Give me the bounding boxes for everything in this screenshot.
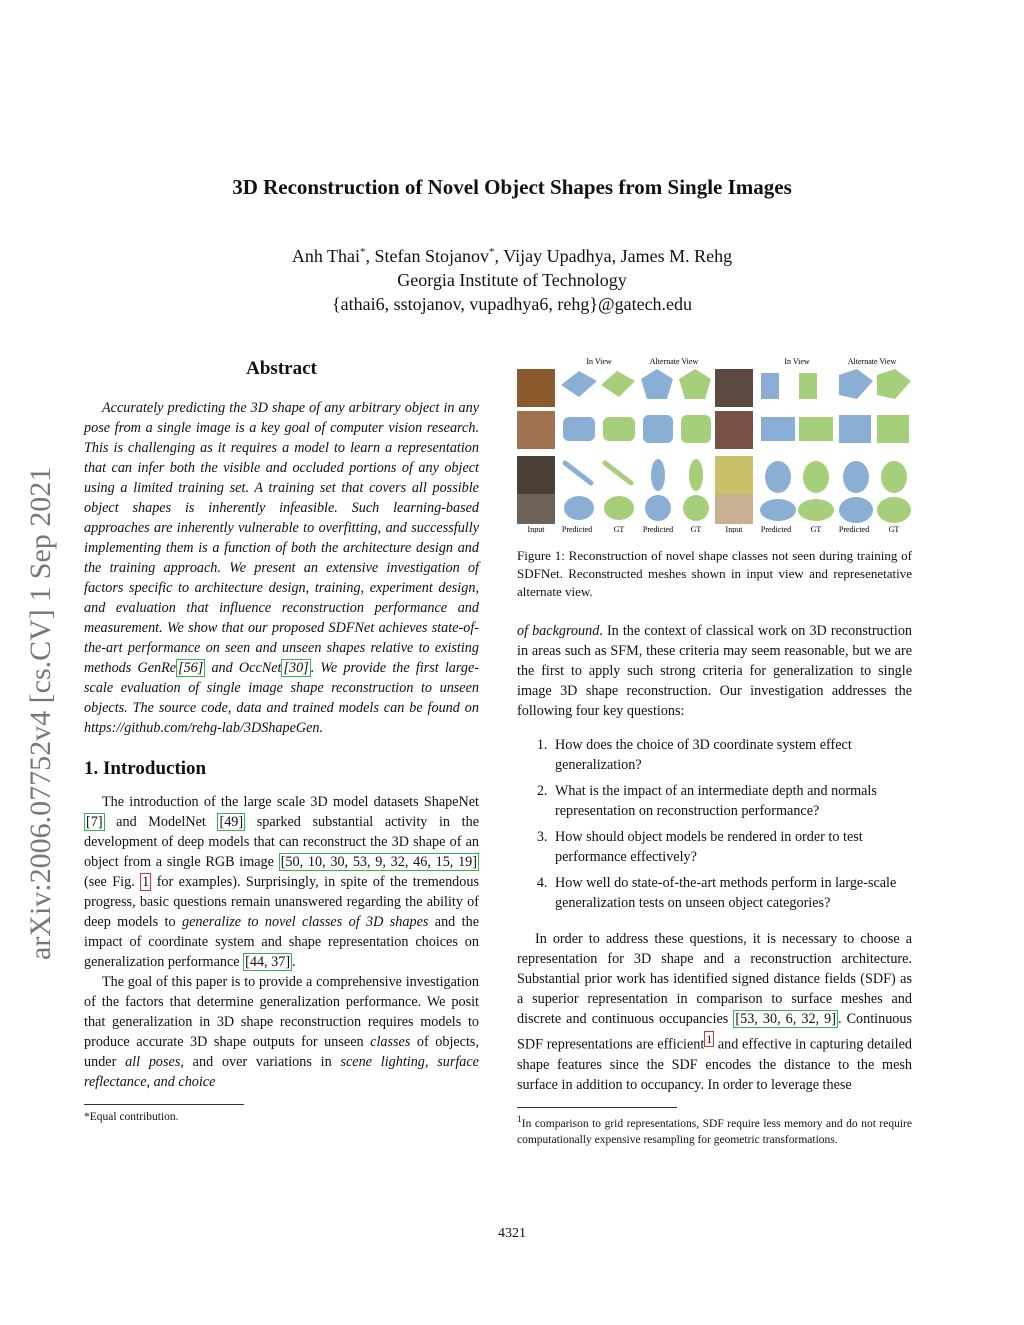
equal-mark-1: * [360, 246, 366, 258]
label-input-left: Input [527, 525, 545, 533]
citation-56[interactable]: [56] [178, 660, 204, 676]
mesh-chair-gt [799, 373, 817, 399]
input-photo-bench [715, 411, 753, 449]
mesh-birdhouse-gt [601, 371, 635, 397]
label-in-view-right: In View [784, 357, 810, 366]
right-body-2 [517, 929, 912, 1095]
figure-ref-1[interactable]: 1 [142, 874, 150, 890]
mesh-bench-pred-alt [839, 415, 871, 443]
mesh-chair-pred [761, 373, 779, 399]
mesh-bench-gt-alt [877, 415, 909, 443]
input-photo-birdhouse [517, 369, 555, 407]
label-predicted-right-1: Predicted [760, 525, 792, 533]
right-paragraph-1: In order to address these questions, it is necessary to choose a representation for 3D shape and a reconstruction architecture. Substantial prior work has identified signed distance fields (SDF) as a superior representation in comparison to surface meshes and discrete and continuous occupancies [53, 30, 6, 32, 9] . Continuous SDF representations are efficient $^1$ and effective in capturing detailed shape features since the SDF encodes the distance to the mesh surface in addition to occupancy. In order to leverage these [517, 931, 913, 1093]
footnote-1: $^1$In comparison to grid representations, SDF require less memory and do not require computationally expensive resampling for geometric transformations. [517, 1113, 912, 1146]
mesh-bathtub-pred-alt [643, 415, 673, 443]
figure-1-graphic [517, 355, 912, 533]
label-gt-left-2: GT [690, 525, 702, 533]
label-alt-view-right: Alternate View [847, 357, 897, 366]
label-in-view-left: In View [586, 357, 612, 366]
abstract-heading: Abstract [246, 358, 317, 379]
author-2: Stefan Stojanov [374, 246, 490, 266]
mesh-spoon-gt [605, 463, 631, 483]
mesh-bowl-pred [760, 499, 796, 521]
label-alt-view-left: Alternate View [649, 357, 699, 366]
mesh-spoon-gt-alt [689, 459, 703, 491]
citation-30[interactable]: [30] [283, 660, 309, 676]
arxiv-stamp-text: arXiv:2006.07752v4 [cs.CV] 1 Sep 2021 [24, 466, 57, 960]
footnote-equal: *Equal contribution. [84, 1111, 179, 1123]
mesh-birdhouse-gt-alt [679, 369, 711, 399]
input-photo-bathtub [517, 411, 555, 449]
mesh-bowl-pred-alt [839, 497, 873, 523]
mesh-vase-pred [765, 461, 791, 493]
mesh-bowl-gt-alt [877, 497, 911, 523]
input-photo-mug [517, 494, 555, 524]
mesh-birdhouse-pred-alt [641, 369, 673, 399]
mesh-bowl-gt [798, 499, 834, 521]
citation-7[interactable]: [7] [86, 814, 103, 830]
arxiv-stamp [22, 360, 58, 960]
intro-heading: 1. Introduction [84, 758, 207, 779]
mesh-birdhouse-pred [561, 371, 597, 397]
author-emails: {athai6, sstojanov, vupadhya6, rehg}@gatech.edu [331, 294, 693, 314]
mesh-mug-gt [604, 496, 634, 520]
mesh-mug-pred-alt [645, 495, 671, 521]
mesh-vase-gt [803, 461, 829, 493]
input-photo-vase [715, 456, 753, 494]
author-names: Anh Thai*, Stefan Stojanov*, Vijay Upadhya, James M. Rehg [291, 246, 733, 266]
page-number: 4321 [498, 1226, 526, 1241]
footnote-ref-1[interactable]: 1 [706, 1032, 713, 1046]
input-photo-bowl [715, 494, 753, 524]
mesh-vase-pred-alt [843, 461, 869, 493]
mesh-mug-pred [564, 496, 594, 520]
citation-group-2[interactable]: [53, 30, 6, 32, 9] [735, 1011, 836, 1027]
left-column [84, 355, 479, 1125]
abstract-body: Accurately predicting the 3D shape of any arbitrary object in any pose from a single image is a key goal of computer vision research. This is challenging as it requires a model to learn a representation that can infer both the visible and occluded portions of any object using a limited training set. A training set that covers all possible object shapes is inherently infeasible. Such learning-based approaches are inherently vulnerable to overfitting, and successfully implementing them is a function of both the architecture design and the training approach. We present an extensive investigation of factors specific to architecture design, training, experiment design, and evaluation that influence reconstruction performance and measurement. We show that our proposed SDFNet achieves state-of-the-art performance on seen and unseen shapes relative to existing methods GenRe [56] and OccNet [30] . We provide the first large-scale evaluation of single image shape reconstruction to unseen objects. The source code, data and trained models can be found on https://github.com/rehg-lab/3DShapeGen. [84, 400, 480, 736]
label-predicted-right-2: Predicted [838, 525, 870, 533]
label-gt-right-1: GT [810, 525, 822, 533]
mesh-bathtub-gt-alt [681, 415, 711, 443]
mesh-spoon-pred-alt [651, 459, 665, 491]
citation-49[interactable]: [49] [219, 814, 244, 830]
question-4: 4. How well do state-of-the-art methods perform in large-scale generalization tests on unseen object categories? [551, 873, 912, 913]
question-list [517, 735, 912, 913]
mesh-vase-gt-alt [881, 461, 907, 493]
affiliation: Georgia Institute of Technology [397, 270, 627, 290]
citation-44-37[interactable]: [44, 37] [245, 954, 291, 970]
author-3-4: Vijay Upadhya, James M. Rehg [503, 246, 733, 266]
intro-paragraph-1: The introduction of the large scale 3D model datasets ShapeNet [7] and ModelNet [49] sparked substantial activity in the development of deep models that can reconstruct the 3D shape of an object from a single RGB image [50, 10, 30, 53, 9, 32, 46, 15, 19] (see Fig. 1 for examples). Surprisingly, in spite of the tremendous progress, basic questions remain unanswered regarding the ability of deep models to generalize to novel classes of 3D shapes and the impact of coordinate system and shape representation choices on generalization performance [44, 37] . [84, 794, 479, 970]
input-photo-spoon [517, 456, 555, 494]
mesh-chair-gt-alt [877, 369, 911, 399]
mesh-bathtub-gt [603, 417, 635, 441]
figure-1 [517, 355, 912, 533]
right-paragraph-0: of background. In the context of classical work on 3D reconstruction in areas such as SFM, these criteria may seem reasonable, but we are the first to apply such strong criteria for generalization to single image 3D shape reconstruction. Our investigation addresses the following four key questions: [517, 623, 913, 719]
label-input-right: Input [725, 525, 743, 533]
label-predicted-left-2: Predicted [642, 525, 674, 533]
mesh-bench-gt [799, 417, 833, 441]
author-block [0, 240, 1024, 316]
label-predicted-left-1: Predicted [561, 525, 593, 533]
right-body [517, 621, 912, 721]
question-2: 2. What is the impact of an intermediate depth and normals representation on reconstruction performance? [551, 781, 912, 821]
input-photo-chair [715, 369, 753, 407]
paper-title: 3D Reconstruction of Novel Object Shapes from Single Images [232, 175, 792, 199]
citation-group[interactable]: [50, 10, 30, 53, 9, 32, 46, 15, 19] [280, 854, 477, 870]
mesh-spoon-pred [565, 463, 591, 483]
label-gt-left-1: GT [613, 525, 625, 533]
intro-paragraph-2: The goal of this paper is to provide a comprehensive investigation of the factors that determine generalization performance. We posit that generalization in 3D shape reconstruction requires models to produce accurate 3D shape outputs for unseen classes of objects, under all poses, and over variations in scene lighting, surface reflectance, and choice [84, 974, 479, 1090]
mesh-bench-pred [761, 417, 795, 441]
label-gt-right-2: GT [888, 525, 900, 533]
footnote-rule [84, 1104, 244, 1105]
mesh-mug-gt-alt [683, 495, 709, 521]
mesh-bathtub-pred [563, 417, 595, 441]
question-1: 1. How does the choice of 3D coordinate system effect generalization? [551, 735, 912, 775]
question-3: 3. How should object models be rendered in order to test performance effectively? [551, 827, 912, 867]
footnote-rule-right [517, 1107, 677, 1108]
intro-body [84, 792, 479, 1092]
mesh-chair-pred-alt [839, 369, 873, 399]
equal-mark-2: * [489, 246, 495, 258]
author-1: Anh Thai [291, 246, 361, 266]
right-column [517, 355, 912, 1148]
figure-1-caption: Figure 1: Reconstruction of novel shape classes not seen during training of SDFNet. Reconstructed meshes shown in input view and represenetative alternate view. [517, 548, 912, 599]
